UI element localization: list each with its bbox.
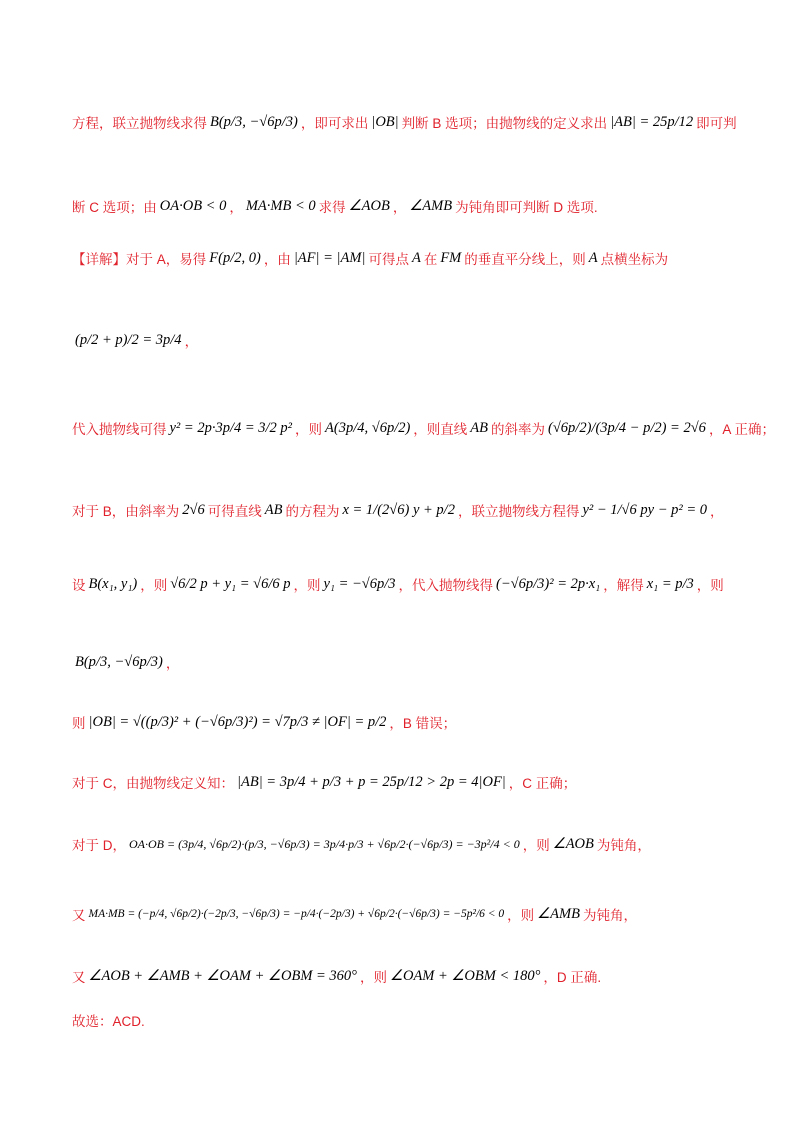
text: 又 — [72, 970, 86, 985]
formula: OA·OB = (3p/4, √6p/2)·(p/3, −√6p/3) = 3p/4·p/3 + √6p/2·(−√6p/3) = −3p²/4 < 0 — [129, 836, 520, 851]
solution-line-9 — [72, 712, 456, 732]
formula: (p/2 + p)/2 = 3p/4 — [75, 331, 182, 348]
text: 求得 — [318, 200, 346, 215]
formula: y² = 2p·3p/4 = 3/2 p² — [169, 419, 293, 436]
formula: x = 1/(2√6) y + p/2 — [342, 501, 455, 518]
formula: B(p/3, −√6p/3) — [210, 113, 298, 130]
text: 方程，联立抛物线求得 — [72, 116, 207, 131]
text: ， — [229, 200, 243, 215]
formula: A — [588, 249, 598, 266]
formula: A — [411, 249, 421, 266]
formula: AB — [264, 501, 283, 518]
text: 【详解】对于 A，易得 — [72, 252, 207, 267]
text: 为钝角即可判断 D 选项. — [455, 200, 598, 215]
text: 在 — [423, 252, 438, 267]
text: ，则 — [359, 970, 387, 985]
text: ，则 — [295, 422, 323, 437]
text: 则 — [72, 716, 86, 731]
formula: y² − 1/√6 py − p² = 0 — [582, 501, 707, 518]
text: ，则 — [522, 838, 550, 853]
formula: (√6p/2)/(3p/4 − p/2) = 2√6 — [548, 419, 706, 436]
formula: FM — [440, 249, 462, 266]
text: ，C 正确； — [508, 776, 577, 791]
text: ，则 — [507, 908, 535, 923]
formula: x₁ = p/3 — [646, 575, 694, 592]
solution-line-13 — [72, 966, 601, 986]
text: 对于 C，由抛物线定义知： — [72, 776, 234, 791]
document-page — [72, 96, 728, 1032]
formula: MA·MB = (−p/4, √6p/2)·(−2p/3, −√6p/3) = −p/4·(−2p/3) + √6p/2·(−√6p/3) = −5p²/6 < 0 — [88, 908, 505, 920]
text: ，代入抛物线得 — [398, 578, 494, 593]
formula: OA·OB < 0 — [159, 197, 227, 214]
text: 设 — [72, 578, 86, 593]
text: ，联立抛物线方程得 — [457, 504, 580, 519]
formula: ∠AMB — [409, 197, 453, 214]
solution-answer — [72, 1010, 145, 1030]
text: 又 — [72, 908, 86, 923]
solution-line-8 — [72, 652, 179, 672]
formula: F(p/2, 0) — [209, 249, 261, 266]
text: ，即可求出 — [300, 116, 369, 131]
text: ，解得 — [603, 578, 644, 593]
solution-line-2 — [72, 196, 598, 216]
text: 为钝角， — [596, 838, 651, 853]
text: 即可判 — [696, 116, 737, 131]
formula: MA·MB < 0 — [245, 197, 316, 214]
text: 故选：ACD. — [72, 1014, 145, 1029]
formula: B(p/3, −√6p/3) — [75, 653, 163, 670]
text: 可得直线 — [207, 504, 262, 519]
formula: √6/2 p + y₁ = √6/6 p — [170, 575, 291, 592]
formula: ∠AOB — [348, 197, 390, 214]
solution-line-4 — [72, 330, 198, 350]
formula: ∠AOB — [552, 835, 594, 852]
text: ，B 错误； — [389, 716, 457, 731]
text: 对于 D， — [72, 838, 126, 853]
formula: |AF| = |AM| — [293, 249, 366, 266]
text: ， — [392, 200, 407, 215]
formula: 2√6 — [182, 501, 205, 518]
text: ，则 — [293, 578, 321, 593]
formula: ∠OAM + ∠OBM < 180° — [389, 967, 541, 984]
text: 的垂直平分线上，则 — [464, 252, 586, 267]
formula: |OB| — [371, 113, 399, 130]
text: 的方程为 — [285, 504, 340, 519]
formula: A(3p/4, √6p/2) — [325, 419, 411, 436]
text: 的斜率为 — [491, 422, 546, 437]
text: ，D 正确. — [543, 970, 602, 985]
solution-line-10 — [72, 772, 576, 792]
text: ， — [710, 504, 724, 519]
text: ， — [165, 656, 180, 671]
formula: |OB| = √((p/3)² + (−√6p/3)²) = √7p/3 ≠ |OF| = p/2 — [88, 713, 387, 730]
text: ，则 — [140, 578, 168, 593]
text: ，则直线 — [413, 422, 468, 437]
solution-line-1 — [72, 112, 737, 132]
solution-line-7 — [72, 574, 724, 594]
formula: y₁ = −√6p/3 — [323, 575, 396, 592]
text: 判断 B 选项；由抛物线的定义求出 — [401, 116, 608, 131]
text: 点横坐标为 — [600, 252, 669, 267]
formula: B(x₁, y₁) — [88, 575, 138, 592]
formula: |AB| = 25p/12 — [610, 113, 694, 130]
formula: (−√6p/3)² = 2p·x₁ — [496, 575, 601, 592]
text: 可得点 — [368, 252, 409, 267]
text: 对于 B，由斜率为 — [72, 504, 180, 519]
text: 断 C 选项；由 — [72, 200, 157, 215]
formula: AB — [470, 419, 489, 436]
solution-line-5 — [72, 418, 775, 438]
solution-line-11 — [72, 834, 651, 854]
text: ，由 — [263, 252, 291, 267]
text: ，则 — [696, 578, 724, 593]
text: 为钝角， — [582, 908, 637, 923]
formula: ∠AMB — [537, 905, 580, 922]
text: 代入抛物线可得 — [72, 422, 167, 437]
formula: ∠AOB + ∠AMB + ∠OAM + ∠OBM = 360° — [88, 967, 357, 984]
text: ，A 正确； — [708, 422, 775, 437]
solution-line-6 — [72, 500, 724, 520]
formula: |AB| = 3p/4 + p/3 + p = 25p/12 > 2p = 4|OF| — [237, 773, 506, 790]
solution-line-3 — [72, 248, 668, 268]
text: ， — [184, 334, 199, 349]
solution-line-12 — [72, 904, 637, 924]
